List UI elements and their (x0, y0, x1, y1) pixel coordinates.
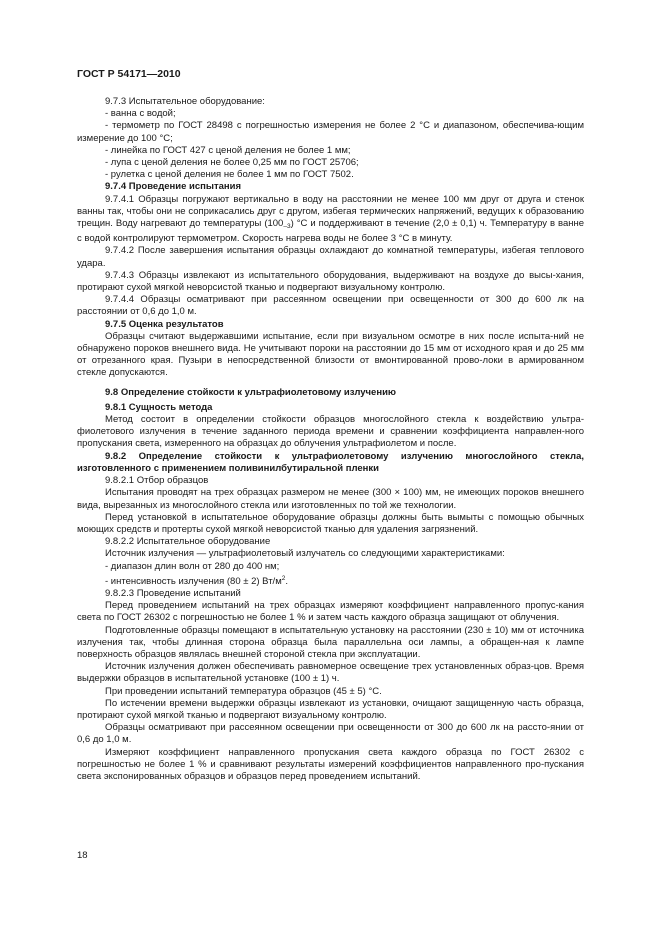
document-header: ГОСТ Р 54171—2010 (77, 68, 181, 80)
paragraph: Метод состоит в определении стойкости образцов многослойного стекла к воздействию ультра-фиолетового излучения в течение заданного периода времени и сравнении коэффициента направлен-ного пропускания света, измеренного на образцах до облучения ультрафиолетом и после. (77, 414, 584, 450)
section-9-8-2-1-title: 9.8.2.1 Отбор образцов (105, 475, 209, 487)
paragraph: Испытания проводят на трех образцах размером не менее (300 × 100) мм, не имеющих пороков внешнего вида, вырезанных из многослойного стекла или изготовленных по той же технологии. (77, 487, 584, 511)
section-9-8-1-title: 9.8.1 Сущность метода (105, 401, 213, 413)
paragraph: Перед проведением испытаний на трех образцах измеряют коэффициент направленного пропус-кания света по ГОСТ 26302 с погрешностью не более 1 % и затем часть каждого образца защищают от облучения. (77, 600, 584, 624)
page-body (77, 96, 584, 783)
paragraph: 9.7.4.2 После завершения испытания образцы охлаждают до комнатной температуры, избегая теплового удара. (77, 245, 584, 269)
section-9-8-2-2-title: 9.8.2.2 Испытательное оборудование (105, 536, 271, 548)
paragraph: Измеряют коэффициент направленного пропускания света каждого образца по ГОСТ 26302 с погрешностью не более 1 % и сравнивают результаты измерений коэффициентов направленного про-пускания света экспонированных образцов и образцов перед проведением испытаний. (77, 746, 584, 782)
section-9-8-2-3-title: 9.8.2.3 Проведение испытаний (105, 587, 241, 599)
paragraph: 9.7.4.1 Образцы погружают вертикально в воду на расстоянии не менее 100 мм друг от друга и стенок ванны так, чтобы они не соприкасались друг с другом, избегая термических напряжений, ведущих к образованию трещин. Воду нагревают до температуры $(100_{-3})$ °С и поддерживают в течение (2,0 ± 0,1) ч. Температуру в ванне с водой контролируют термометром. Скорость нагрева воды не более 3 °С в минуту. (77, 193, 584, 245)
list-item: - лупа с ценой деления не более 0,25 мм по ГОСТ 25706; (105, 157, 359, 169)
paragraph: Перед установкой в испытательное оборудование образцы должны быть вымыты с помощью обычных моющих средств и протерты сухой мягкой неворсистой тканью для удаления загрязнений. (77, 511, 584, 535)
paragraph: Образцы осматривают при рассеянном освещении при освещенности от 300 до 600 лк на рассто-янии от 0,6 до 1,0 м. (77, 722, 584, 746)
section-9-7-5-title: 9.7.5 Оценка результатов (105, 318, 224, 330)
paragraph: При проведении испытаний температура образцов (45 ± 5) °С. (105, 685, 382, 697)
paragraph: Образцы считают выдержавшими испытание, если при визуальном осмотре в них после испыта-ний не обнаружено пороков внешнего вида. Не учитывают пороки на расстоянии до 15 мм от исходного края и до 25 мм от отрезанного края. Пузыри в непосредственной близости от вмонтированной прово-локи в армированном стекле допускаются. (77, 330, 584, 379)
list-item: - термометр по ГОСТ 28498 с погрешностью измерения не более 2 °С и диапазоном, обеспечива-ющим измерение до 100 °С; (77, 120, 584, 144)
paragraph: Подготовленные образцы помещают в испытательную установку на расстоянии (230 ± 10) мм от источника излучения так, чтобы длинная сторона образца была параллельна оси лампы, а обращен-ная к лампе поверхность образцов являлась внешней стороной стекла при эксплуатации. (77, 624, 584, 660)
paragraph: По истечении времени выдержки образцы извлекают из установки, очищают защищенную часть образца, протирают сухой мягкой тканью и подвергают визуальному контролю. (77, 697, 584, 721)
list-item: - рулетка с ценой деления не более 1 мм по ГОСТ 7502. (105, 169, 354, 181)
section-9-7-3-title: 9.7.3 Испытательное оборудование: (105, 96, 265, 107)
list-item: - ванна с водой; (105, 108, 176, 120)
section-9-8-title: 9.8 Определение стойкости к ультрафиолетовому излучению (105, 386, 397, 398)
section-9-8-2-title: 9.8.2 Определение стойкости к ультрафиолетовому излучению многослойного стекла, изготовленного с применением поливинилбутиральной пленки (77, 450, 584, 474)
paragraph: 9.7.4.3 Образцы извлекают из испытательного оборудования, выдерживают на воздухе до высы-хания, протирают сухой мягкой неворсистой тканью и подвергают визуальному контролю. (77, 269, 584, 294)
list-item: - диапазон длин волн от 280 до 400 нм; (105, 560, 280, 572)
paragraph: Источник излучения должен обеспечивать равномерное освещение трех установленных образ-цов. Время выдержки образцов в испытательной установке (100 ± 1) ч. (77, 661, 584, 685)
list-item: - интенсивность излучения (80 ± 2) $Вт/м^2$. (105, 574, 288, 587)
paragraph: 9.7.4.4 Образцы осматривают при рассеянном освещении при освещенности от 300 до 600 лк на расстоянии от 0,6 до 1,0 м. (77, 294, 584, 318)
page-number: 18 (77, 850, 88, 861)
list-item: - линейка по ГОСТ 427 с ценой деления не более 1 мм; (105, 144, 351, 156)
paragraph: Источник излучения — ультрафиолетовый излучатель со следующими характеристиками: (105, 548, 505, 560)
section-9-7-4-title: 9.7.4 Проведение испытания (105, 181, 242, 193)
